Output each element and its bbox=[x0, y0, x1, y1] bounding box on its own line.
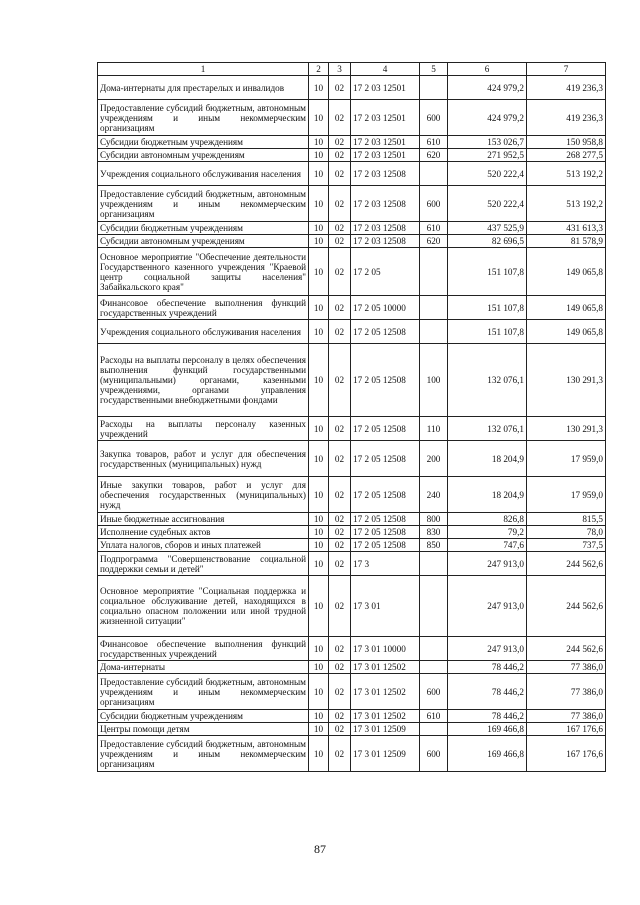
expense-name-cell: Расходы на выплаты персоналу в целях обеспечения выполнения функций государственными (муниципальными) органами, казенными учреждениями, органами управления государственными внебюджетными фондами bbox=[98, 344, 309, 417]
expense-type-cell bbox=[420, 296, 448, 320]
amount-year-1-cell: 424 979,2 bbox=[448, 76, 527, 100]
expense-name-cell: Предоставление субсидий бюджетным, автономным учреждениям и иным некоммерческим организациям bbox=[98, 674, 309, 710]
expense-name-cell: Субсидии бюджетным учреждениям bbox=[98, 710, 309, 723]
amount-year-2-cell: 77 386,0 bbox=[527, 661, 606, 674]
section-code-cell: 10 bbox=[309, 235, 329, 248]
target-article-cell: 17 2 05 bbox=[351, 248, 420, 296]
amount-year-2-cell: 244 562,6 bbox=[527, 576, 606, 637]
expense-type-cell: 850 bbox=[420, 539, 448, 552]
expense-name-cell: Подпрограмма "Совершенствование социальной поддержки семьи и детей" bbox=[98, 552, 309, 576]
amount-year-1-cell: 18 204,9 bbox=[448, 441, 527, 477]
section-code-cell: 10 bbox=[309, 417, 329, 441]
target-article-cell: 17 2 05 12508 bbox=[351, 477, 420, 513]
target-article-cell: 17 3 01 12502 bbox=[351, 710, 420, 723]
table-row bbox=[98, 344, 606, 417]
section-code-cell: 10 bbox=[309, 539, 329, 552]
amount-year-2-cell: 167 176,6 bbox=[527, 723, 606, 736]
subsection-code-cell: 02 bbox=[329, 513, 351, 526]
amount-year-1-cell: 520 222,4 bbox=[448, 162, 527, 186]
section-code-cell: 10 bbox=[309, 162, 329, 186]
expense-type-cell bbox=[420, 661, 448, 674]
column-number-4: 4 bbox=[351, 63, 420, 76]
table-row bbox=[98, 477, 606, 513]
amount-year-2-cell: 77 386,0 bbox=[527, 674, 606, 710]
expense-name-cell: Иные бюджетные ассигнования bbox=[98, 513, 309, 526]
subsection-code-cell: 02 bbox=[329, 136, 351, 149]
table-row bbox=[98, 710, 606, 723]
subsection-code-cell: 02 bbox=[329, 723, 351, 736]
section-code-cell: 10 bbox=[309, 441, 329, 477]
page-number: 87 bbox=[314, 842, 326, 856]
expense-type-cell bbox=[420, 723, 448, 736]
expense-type-cell: 600 bbox=[420, 674, 448, 710]
section-code-cell: 10 bbox=[309, 136, 329, 149]
table-row bbox=[98, 235, 606, 248]
amount-year-1-cell: 151 107,8 bbox=[448, 320, 527, 344]
amount-year-1-cell: 78 446,2 bbox=[448, 710, 527, 723]
column-number-7: 7 bbox=[527, 63, 606, 76]
table-row bbox=[98, 441, 606, 477]
target-article-cell: 17 2 03 12501 bbox=[351, 76, 420, 100]
amount-year-1-cell: 747,6 bbox=[448, 539, 527, 552]
expense-name-cell: Субсидии бюджетным учреждениям bbox=[98, 222, 309, 235]
table-row bbox=[98, 637, 606, 661]
expense-type-cell: 610 bbox=[420, 710, 448, 723]
table-row bbox=[98, 513, 606, 526]
expense-type-cell: 610 bbox=[420, 136, 448, 149]
target-article-cell: 17 3 01 bbox=[351, 576, 420, 637]
section-code-cell: 10 bbox=[309, 296, 329, 320]
amount-year-2-cell: 149 065,8 bbox=[527, 248, 606, 296]
subsection-code-cell: 02 bbox=[329, 235, 351, 248]
section-code-cell: 10 bbox=[309, 710, 329, 723]
table-row bbox=[98, 162, 606, 186]
amount-year-1-cell: 169 466,8 bbox=[448, 736, 527, 772]
amount-year-1-cell: 247 913,0 bbox=[448, 552, 527, 576]
subsection-code-cell: 02 bbox=[329, 710, 351, 723]
section-code-cell: 10 bbox=[309, 76, 329, 100]
amount-year-2-cell: 167 176,6 bbox=[527, 736, 606, 772]
amount-year-2-cell: 130 291,3 bbox=[527, 417, 606, 441]
expense-type-cell: 100 bbox=[420, 344, 448, 417]
amount-year-1-cell: 424 979,2 bbox=[448, 100, 527, 136]
target-article-cell: 17 2 05 12508 bbox=[351, 526, 420, 539]
amount-year-1-cell: 79,2 bbox=[448, 526, 527, 539]
expense-name-cell: Субсидии автономным учреждениям bbox=[98, 235, 309, 248]
table-row bbox=[98, 526, 606, 539]
target-article-cell: 17 2 03 12501 bbox=[351, 100, 420, 136]
expense-name-cell: Центры помощи детям bbox=[98, 723, 309, 736]
target-article-cell: 17 3 01 12509 bbox=[351, 723, 420, 736]
section-code-cell: 10 bbox=[309, 661, 329, 674]
amount-year-2-cell: 130 291,3 bbox=[527, 344, 606, 417]
expense-type-cell: 600 bbox=[420, 100, 448, 136]
amount-year-1-cell: 132 076,1 bbox=[448, 344, 527, 417]
amount-year-2-cell: 419 236,3 bbox=[527, 76, 606, 100]
section-code-cell: 10 bbox=[309, 576, 329, 637]
document-sheet bbox=[97, 62, 605, 772]
amount-year-2-cell: 513 192,2 bbox=[527, 186, 606, 222]
subsection-code-cell: 02 bbox=[329, 248, 351, 296]
subsection-code-cell: 02 bbox=[329, 526, 351, 539]
section-code-cell: 10 bbox=[309, 637, 329, 661]
section-code-cell: 10 bbox=[309, 100, 329, 136]
expense-type-cell bbox=[420, 637, 448, 661]
expense-type-cell bbox=[420, 162, 448, 186]
section-code-cell: 10 bbox=[309, 248, 329, 296]
expense-type-cell: 620 bbox=[420, 235, 448, 248]
target-article-cell: 17 2 03 12501 bbox=[351, 149, 420, 162]
target-article-cell: 17 2 05 12508 bbox=[351, 417, 420, 441]
target-article-cell: 17 3 01 12502 bbox=[351, 661, 420, 674]
target-article-cell: 17 2 05 12508 bbox=[351, 441, 420, 477]
subsection-code-cell: 02 bbox=[329, 296, 351, 320]
subsection-code-cell: 02 bbox=[329, 186, 351, 222]
expense-name-cell: Расходы на выплаты персоналу казенных учреждений bbox=[98, 417, 309, 441]
column-number-1: 1 bbox=[98, 63, 309, 76]
target-article-cell: 17 3 bbox=[351, 552, 420, 576]
section-code-cell: 10 bbox=[309, 736, 329, 772]
column-number-3: 3 bbox=[329, 63, 351, 76]
subsection-code-cell: 02 bbox=[329, 441, 351, 477]
expense-type-cell bbox=[420, 552, 448, 576]
subsection-code-cell: 02 bbox=[329, 637, 351, 661]
amount-year-1-cell: 151 107,8 bbox=[448, 296, 527, 320]
table-row bbox=[98, 149, 606, 162]
amount-year-2-cell: 149 065,8 bbox=[527, 320, 606, 344]
expense-name-cell: Закупка товаров, работ и услуг для обеспечения государственных (муниципальных) нужд bbox=[98, 441, 309, 477]
target-article-cell: 17 3 01 12502 bbox=[351, 674, 420, 710]
subsection-code-cell: 02 bbox=[329, 149, 351, 162]
target-article-cell: 17 2 03 12508 bbox=[351, 222, 420, 235]
expense-type-cell: 600 bbox=[420, 736, 448, 772]
amount-year-2-cell: 513 192,2 bbox=[527, 162, 606, 186]
expense-name-cell: Учреждения социального обслуживания населения bbox=[98, 320, 309, 344]
table-row bbox=[98, 248, 606, 296]
section-code-cell: 10 bbox=[309, 526, 329, 539]
amount-year-2-cell: 737,5 bbox=[527, 539, 606, 552]
subsection-code-cell: 02 bbox=[329, 344, 351, 417]
target-article-cell: 17 2 05 12508 bbox=[351, 320, 420, 344]
subsection-code-cell: 02 bbox=[329, 417, 351, 441]
target-article-cell: 17 2 03 12508 bbox=[351, 235, 420, 248]
table-row bbox=[98, 186, 606, 222]
subsection-code-cell: 02 bbox=[329, 552, 351, 576]
subsection-code-cell: 02 bbox=[329, 320, 351, 344]
subsection-code-cell: 02 bbox=[329, 222, 351, 235]
table-row bbox=[98, 674, 606, 710]
expense-type-cell: 200 bbox=[420, 441, 448, 477]
column-number-6: 6 bbox=[448, 63, 527, 76]
expense-name-cell: Предоставление субсидий бюджетным, автономным учреждениям и иным некоммерческим организациям bbox=[98, 186, 309, 222]
table-header-row bbox=[98, 63, 606, 76]
amount-year-2-cell: 419 236,3 bbox=[527, 100, 606, 136]
table-row bbox=[98, 296, 606, 320]
amount-year-2-cell: 150 958,8 bbox=[527, 136, 606, 149]
amount-year-1-cell: 82 696,5 bbox=[448, 235, 527, 248]
expense-type-cell bbox=[420, 248, 448, 296]
amount-year-1-cell: 520 222,4 bbox=[448, 186, 527, 222]
section-code-cell: 10 bbox=[309, 674, 329, 710]
amount-year-2-cell: 149 065,8 bbox=[527, 296, 606, 320]
table-row bbox=[98, 417, 606, 441]
section-code-cell: 10 bbox=[309, 477, 329, 513]
section-code-cell: 10 bbox=[309, 222, 329, 235]
section-code-cell: 10 bbox=[309, 320, 329, 344]
expense-type-cell: 800 bbox=[420, 513, 448, 526]
budget-table bbox=[97, 62, 606, 772]
amount-year-1-cell: 78 446,2 bbox=[448, 661, 527, 674]
table-row bbox=[98, 539, 606, 552]
expense-type-cell bbox=[420, 576, 448, 637]
amount-year-2-cell: 815,5 bbox=[527, 513, 606, 526]
table-row bbox=[98, 723, 606, 736]
amount-year-1-cell: 78 446,2 bbox=[448, 674, 527, 710]
section-code-cell: 10 bbox=[309, 149, 329, 162]
subsection-code-cell: 02 bbox=[329, 477, 351, 513]
amount-year-1-cell: 151 107,8 bbox=[448, 248, 527, 296]
amount-year-1-cell: 247 913,0 bbox=[448, 576, 527, 637]
amount-year-1-cell: 437 525,9 bbox=[448, 222, 527, 235]
amount-year-2-cell: 244 562,6 bbox=[527, 552, 606, 576]
table-row bbox=[98, 661, 606, 674]
expense-type-cell: 110 bbox=[420, 417, 448, 441]
table-row bbox=[98, 100, 606, 136]
expense-type-cell: 610 bbox=[420, 222, 448, 235]
expense-type-cell: 830 bbox=[420, 526, 448, 539]
table-row bbox=[98, 76, 606, 100]
section-code-cell: 10 bbox=[309, 513, 329, 526]
table-row bbox=[98, 320, 606, 344]
subsection-code-cell: 02 bbox=[329, 661, 351, 674]
amount-year-1-cell: 826,8 bbox=[448, 513, 527, 526]
amount-year-2-cell: 431 613,3 bbox=[527, 222, 606, 235]
target-article-cell: 17 2 05 12508 bbox=[351, 344, 420, 417]
section-code-cell: 10 bbox=[309, 344, 329, 417]
expense-type-cell bbox=[420, 76, 448, 100]
expense-name-cell: Иные закупки товаров, работ и услуг для обеспечения государственных (муниципальных) нужд bbox=[98, 477, 309, 513]
column-number-2: 2 bbox=[309, 63, 329, 76]
amount-year-2-cell: 17 959,0 bbox=[527, 441, 606, 477]
subsection-code-cell: 02 bbox=[329, 100, 351, 136]
table-row bbox=[98, 552, 606, 576]
expense-name-cell: Уплата налогов, сборов и иных платежей bbox=[98, 539, 309, 552]
expense-type-cell: 600 bbox=[420, 186, 448, 222]
subsection-code-cell: 02 bbox=[329, 539, 351, 552]
expense-type-cell: 240 bbox=[420, 477, 448, 513]
amount-year-1-cell: 271 952,5 bbox=[448, 149, 527, 162]
amount-year-2-cell: 268 277,5 bbox=[527, 149, 606, 162]
amount-year-2-cell: 78,0 bbox=[527, 526, 606, 539]
table-row bbox=[98, 576, 606, 637]
amount-year-2-cell: 77 386,0 bbox=[527, 710, 606, 723]
amount-year-1-cell: 169 466,8 bbox=[448, 723, 527, 736]
expense-name-cell: Основное мероприятие "Социальная поддержка и социальное обслуживание детей, находящихся в социально опасном положении или иной трудной жизненной ситуации" bbox=[98, 576, 309, 637]
subsection-code-cell: 02 bbox=[329, 674, 351, 710]
expense-type-cell bbox=[420, 320, 448, 344]
target-article-cell: 17 2 03 12501 bbox=[351, 136, 420, 149]
target-article-cell: 17 3 01 10000 bbox=[351, 637, 420, 661]
target-article-cell: 17 2 05 10000 bbox=[351, 296, 420, 320]
table-row bbox=[98, 736, 606, 772]
amount-year-1-cell: 18 204,9 bbox=[448, 477, 527, 513]
expense-name-cell: Основное мероприятие "Обеспечение деятельности Государственного казенного учреждения "Краевой центр социальной защиты населения" Забайкальского края" bbox=[98, 248, 309, 296]
section-code-cell: 10 bbox=[309, 723, 329, 736]
target-article-cell: 17 2 03 12508 bbox=[351, 162, 420, 186]
expense-name-cell: Субсидии бюджетным учреждениям bbox=[98, 136, 309, 149]
amount-year-2-cell: 81 578,9 bbox=[527, 235, 606, 248]
expense-name-cell: Финансовое обеспечение выполнения функций государственных учреждений bbox=[98, 637, 309, 661]
table-row bbox=[98, 222, 606, 235]
table-row bbox=[98, 136, 606, 149]
expense-name-cell: Дома-интернаты для престарелых и инвалидов bbox=[98, 76, 309, 100]
expense-name-cell: Предоставление субсидий бюджетным, автономным учреждениям и иным некоммерческим организациям bbox=[98, 100, 309, 136]
amount-year-1-cell: 153 026,7 bbox=[448, 136, 527, 149]
amount-year-2-cell: 244 562,6 bbox=[527, 637, 606, 661]
expense-name-cell: Учреждения социального обслуживания населения bbox=[98, 162, 309, 186]
expense-name-cell: Предоставление субсидий бюджетным, автономным учреждениям и иным некоммерческим организациям bbox=[98, 736, 309, 772]
target-article-cell: 17 2 05 12508 bbox=[351, 539, 420, 552]
amount-year-1-cell: 247 913,0 bbox=[448, 637, 527, 661]
expense-name-cell: Исполнение судебных актов bbox=[98, 526, 309, 539]
target-article-cell: 17 2 03 12508 bbox=[351, 186, 420, 222]
expense-name-cell: Финансовое обеспечение выполнения функций государственных учреждений bbox=[98, 296, 309, 320]
expense-name-cell: Дома-интернаты bbox=[98, 661, 309, 674]
amount-year-1-cell: 132 076,1 bbox=[448, 417, 527, 441]
column-number-5: 5 bbox=[420, 63, 448, 76]
target-article-cell: 17 3 01 12509 bbox=[351, 736, 420, 772]
section-code-cell: 10 bbox=[309, 186, 329, 222]
subsection-code-cell: 02 bbox=[329, 162, 351, 186]
subsection-code-cell: 02 bbox=[329, 736, 351, 772]
target-article-cell: 17 2 05 12508 bbox=[351, 513, 420, 526]
amount-year-2-cell: 17 959,0 bbox=[527, 477, 606, 513]
subsection-code-cell: 02 bbox=[329, 576, 351, 637]
subsection-code-cell: 02 bbox=[329, 76, 351, 100]
expense-name-cell: Субсидии автономным учреждениям bbox=[98, 149, 309, 162]
section-code-cell: 10 bbox=[309, 552, 329, 576]
expense-type-cell: 620 bbox=[420, 149, 448, 162]
